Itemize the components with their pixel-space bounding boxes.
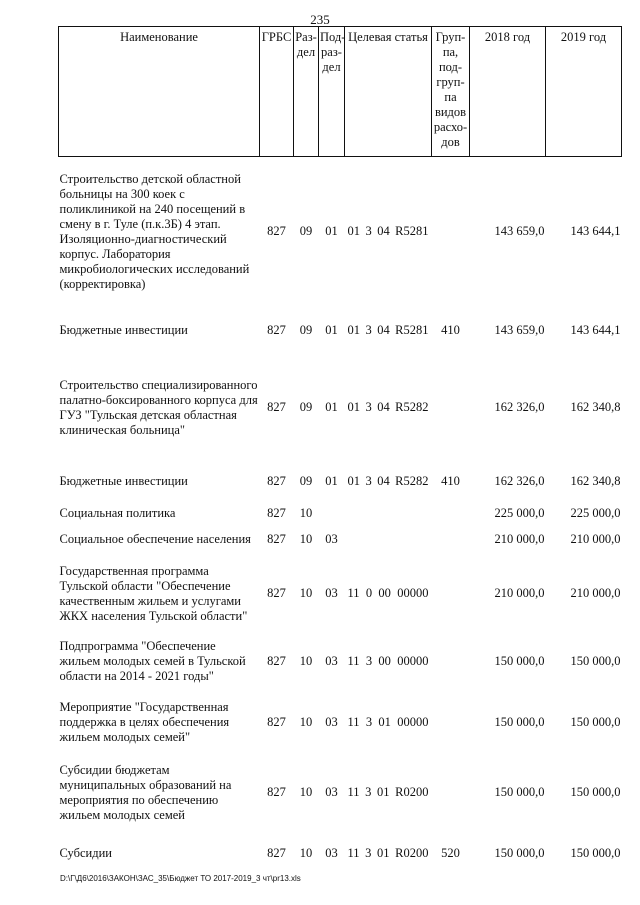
file-path-footer: D:\Г\Д6\2016\ЗАКОН\ЗАС_35\Бюджет ТО 2017-2019_3 чт\pr13.xls — [60, 874, 301, 883]
target-part-t2: 3 — [365, 846, 372, 860]
header-2018-label: 2018 год — [484, 30, 531, 44]
row-2018: 150 000,0 — [494, 846, 545, 860]
header-name — [59, 27, 260, 157]
row-name: Субсидии бюджетам муниципальных образований на мероприятия по обеспечению жильем молодых семей — [59, 762, 232, 822]
row-target-code — [345, 831, 432, 877]
target-part-t3: 04 — [377, 400, 390, 414]
table-row — [59, 755, 622, 831]
row-target-code — [345, 633, 432, 691]
table-row — [59, 633, 622, 691]
target-part-t1: 01 — [347, 400, 360, 414]
row-2019: 162 340,8 — [570, 400, 621, 414]
target-part-t2: 3 — [365, 715, 373, 729]
target-part-t2: 3 — [365, 785, 372, 799]
row-podrazdel: 01 — [325, 323, 338, 337]
row-name: Государственная программа Тульской области "Обеспечение качественным жильем и услугами ЖКХ населения Тульской области" — [59, 563, 248, 623]
target-part-t1: 11 — [347, 785, 360, 799]
target-part-t1: 11 — [347, 846, 360, 860]
row-podrazdel: 01 — [325, 400, 338, 414]
row-podrazdel — [319, 503, 345, 525]
table-row — [59, 307, 622, 355]
row-2018: 210 000,0 — [494, 586, 545, 600]
target-part-t3: 00 — [378, 654, 391, 668]
row-name: Субсидии — [59, 846, 112, 860]
target-part-t3: 04 — [377, 323, 390, 337]
row-razdel: 10 — [299, 506, 313, 520]
row-group: 520 — [441, 846, 460, 860]
header-grbs — [260, 27, 294, 157]
row-name: Бюджетные инвестиции — [59, 323, 188, 337]
target-part-t2: 3 — [365, 654, 373, 668]
row-target-code — [345, 503, 432, 525]
target-part-t4: R0200 — [395, 785, 429, 799]
row-name: Мероприятие "Государственная поддержка в целях обеспечения жильем молодых семей" — [59, 700, 230, 744]
row-target-code — [345, 307, 432, 355]
row-name: Социальное обеспечение населения — [59, 532, 251, 546]
row-razdel: 10 — [299, 654, 313, 668]
row-podrazdel: 03 — [325, 654, 338, 668]
row-target-code — [345, 525, 432, 555]
row-2018: 150 000,0 — [494, 715, 545, 729]
target-part-t4: R5281 — [395, 323, 429, 337]
row-grbs: 827 — [267, 846, 286, 860]
header-2019 — [546, 27, 622, 157]
table-row — [59, 503, 622, 525]
target-part-t1: 11 — [347, 586, 360, 600]
target-part-t2: 3 — [365, 400, 372, 414]
header-grbs-label: ГРБС — [261, 30, 292, 44]
row-2018: 162 326,0 — [494, 400, 545, 414]
header-group — [432, 27, 470, 157]
header-target-label: Целевая статья — [348, 30, 428, 44]
header-podrazdel-label: Под- раз- дел — [320, 30, 346, 74]
row-grbs: 827 — [267, 654, 286, 668]
target-part-t4: 00000 — [397, 654, 429, 668]
row-razdel: 09 — [299, 224, 313, 239]
row-2019: 150 000,0 — [570, 715, 621, 729]
row-2019: 225 000,0 — [570, 506, 621, 520]
row-2019: 150 000,0 — [570, 654, 621, 668]
row-group — [432, 691, 470, 755]
target-part-t1: 01 — [347, 474, 360, 488]
row-name: Строительство детской областной больницы на 300 коек с поликлиникой на 240 посещений в смену в г. Туле (п.к.3Б) 4 этап. Изоляционно-диагностический корпус. Лаборатория микробиологических исследований (корректировка) — [59, 171, 250, 291]
row-razdel: 10 — [299, 532, 313, 546]
target-part-t1: 01 — [347, 224, 360, 239]
target-part-t2: 0 — [365, 586, 373, 600]
target-part-t1: 11 — [347, 715, 360, 729]
row-target-code — [345, 691, 432, 755]
row-name: Социальная политика — [59, 506, 176, 520]
row-razdel: 10 — [299, 715, 313, 729]
target-part-t1: 11 — [347, 654, 360, 668]
row-name: Подпрограмма "Обеспечение жильем молодых семей в Тульской области на 2014 - 2021 годы" — [59, 639, 246, 683]
row-razdel: 09 — [299, 400, 313, 414]
target-part-t3: 04 — [377, 474, 390, 488]
row-group — [432, 525, 470, 555]
table-row — [59, 461, 622, 503]
row-grbs: 827 — [267, 323, 286, 337]
row-group — [432, 157, 470, 307]
table-header-row — [59, 27, 622, 157]
row-2018: 150 000,0 — [494, 785, 545, 799]
row-2018: 143 659,0 — [494, 323, 545, 337]
row-target-code — [345, 755, 432, 831]
target-part-t4: R5281 — [395, 224, 429, 239]
row-2019: 143 644,1 — [570, 323, 621, 337]
row-group — [432, 555, 470, 633]
target-part-t3: 00 — [378, 586, 391, 600]
target-part-t4: 00000 — [397, 586, 429, 600]
header-razdel — [294, 27, 319, 157]
table-row — [59, 157, 622, 307]
row-group — [432, 755, 470, 831]
header-2019-label: 2019 год — [560, 30, 607, 44]
target-part-t2: 3 — [365, 224, 372, 239]
target-part-t3: 04 — [377, 224, 390, 239]
row-grbs: 827 — [267, 586, 286, 600]
row-podrazdel: 03 — [325, 586, 338, 600]
table-row — [59, 355, 622, 461]
target-part-t2: 3 — [365, 323, 372, 337]
target-part-t4: 00000 — [397, 715, 429, 729]
table-row — [59, 525, 622, 555]
row-grbs: 827 — [267, 532, 286, 546]
header-name-label: Наименование — [120, 30, 198, 44]
row-2018: 225 000,0 — [494, 506, 545, 520]
row-podrazdel: 01 — [325, 474, 338, 488]
row-razdel: 10 — [299, 785, 313, 799]
row-2019: 210 000,0 — [570, 586, 621, 600]
table-row — [59, 831, 622, 877]
row-grbs: 827 — [267, 506, 286, 520]
row-group: 410 — [441, 323, 460, 337]
row-group — [432, 633, 470, 691]
target-part-t3: 01 — [377, 846, 390, 860]
row-name: Строительство специализированного палатно-боксированного корпуса для ГУЗ "Тульская детская областная клиническая больница" — [59, 377, 258, 437]
row-podrazdel: 03 — [325, 846, 338, 860]
row-2019: 210 000,0 — [570, 532, 621, 546]
header-podrazdel — [319, 27, 345, 157]
row-razdel: 09 — [299, 474, 313, 488]
page-number: 235 — [310, 12, 330, 27]
target-part-t4: R5282 — [395, 400, 429, 414]
row-grbs: 827 — [267, 400, 286, 414]
row-target-code — [345, 555, 432, 633]
row-2018: 150 000,0 — [494, 654, 545, 668]
row-name: Бюджетные инвестиции — [59, 474, 188, 488]
row-group — [432, 355, 470, 461]
row-2019: 150 000,0 — [570, 785, 621, 799]
header-2018 — [470, 27, 546, 157]
row-razdel: 10 — [299, 586, 313, 600]
row-razdel: 10 — [299, 846, 313, 860]
row-grbs: 827 — [267, 474, 286, 488]
row-target-code — [345, 355, 432, 461]
row-grbs: 827 — [267, 715, 286, 729]
target-part-t4: R0200 — [395, 846, 429, 860]
target-part-t4: R5282 — [395, 474, 429, 488]
header-group-label: Груп- па, под- груп- па видов расхо- дов — [433, 30, 468, 149]
row-podrazdel: 03 — [325, 715, 338, 729]
budget-table — [58, 26, 622, 877]
header-razdel-label: Раз- дел — [295, 30, 317, 59]
row-podrazdel: 03 — [325, 532, 338, 546]
target-part-t3: 01 — [377, 785, 390, 799]
row-2019: 162 340,8 — [570, 474, 621, 488]
row-2019: 150 000,0 — [570, 846, 621, 860]
row-2018: 143 659,0 — [494, 224, 545, 239]
header-target — [345, 27, 432, 157]
table-row — [59, 691, 622, 755]
target-part-t1: 01 — [347, 323, 360, 337]
row-group: 410 — [441, 474, 460, 488]
row-podrazdel: 03 — [325, 785, 338, 799]
row-target-code — [345, 157, 432, 307]
row-2019: 143 644,1 — [570, 224, 621, 239]
row-2018: 162 326,0 — [494, 474, 545, 488]
row-2018: 210 000,0 — [494, 532, 545, 546]
row-group — [432, 503, 470, 525]
row-target-code — [345, 461, 432, 503]
row-razdel: 09 — [299, 323, 313, 337]
row-grbs: 827 — [267, 785, 286, 799]
target-part-t3: 01 — [378, 715, 391, 729]
row-podrazdel: 01 — [325, 224, 338, 239]
target-part-t2: 3 — [365, 474, 372, 488]
table-row — [59, 555, 622, 633]
row-grbs: 827 — [267, 224, 286, 239]
